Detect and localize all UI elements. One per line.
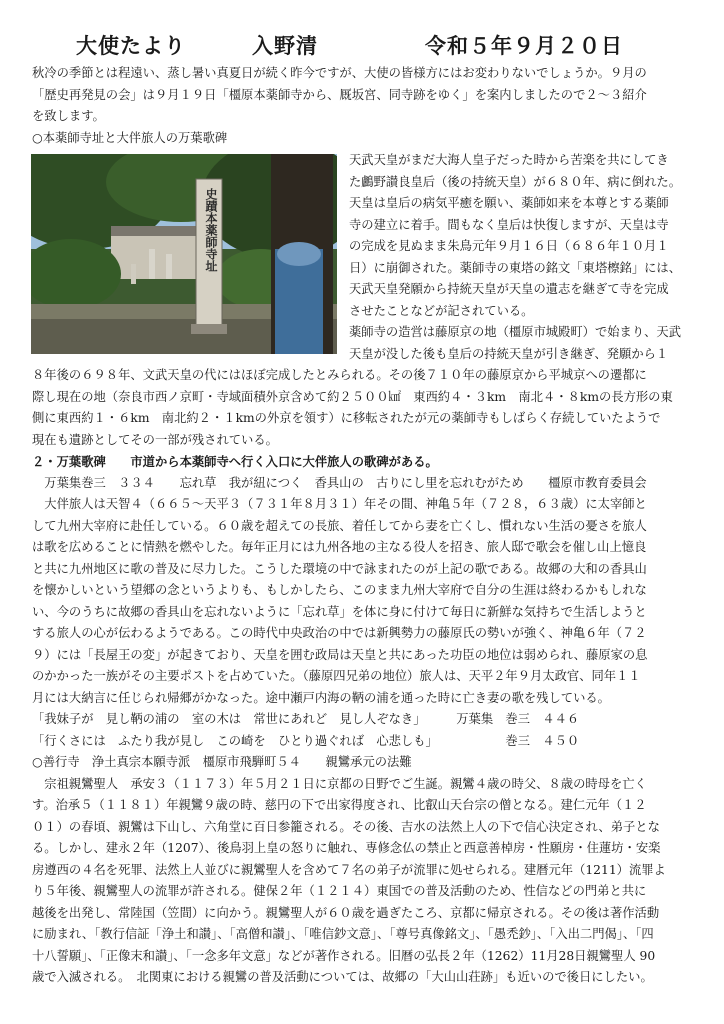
- section-heading: ○本薬師寺址と大伴旅人の万葉歌碑: [32, 130, 228, 145]
- body-line: 房遵西の４名を死罪、法然上人並びに親鸞聖人を含めて７名の弟子が流罪に処せられる。建暦元年（1211）流罪よ: [32, 862, 666, 877]
- section-heading: ○善行寺 浄土真宗本願寺派 橿原市飛騨町５４ 親鸞承元の法難: [32, 755, 412, 769]
- author-name: 入野清: [252, 33, 318, 58]
- column-line: た鸕野讃良皇后（後の持統天皇）が６８０年、病に倒れた。: [349, 174, 682, 189]
- body-line: る。しかし、建永２年（1207）、後鳥羽上皇の怒りに触れ、専修念仏の禁止と西意善棹房・性願房・住蓮坊・安楽: [32, 841, 661, 855]
- intro-line: を致します。: [32, 109, 105, 123]
- column-line: させたことなどが記されている。: [349, 303, 534, 318]
- body-line: のかかった一族がその主要ポストを占めていた。（藤原四兄弟の地位）旅人は、天平２年９月太政官、同年１１: [32, 669, 641, 683]
- column-line: 日）に崩御された。薬師寺の東塔の銘文「東塔檫銘」には、: [349, 260, 682, 275]
- poem-line: 「行くさには ふたり我が見し この崎を ひとり過ぐれば 心悲しも」 巻三 ４５０: [32, 733, 580, 748]
- column-line: 天武天皇がまだ大海人皇子だった時から苦楽を共にしてき: [349, 153, 669, 167]
- body-line: して九州大宰府に赴任している。６０歳を超えての長旅、着任してから妻を亡くし、慣れない生活の憂さを旅人: [32, 518, 647, 533]
- body-line: 万葉集巻三 ３３４ 忘れ草 我が紐につく 香具山の 古りにし里を忘れむがため 橿原市教育委員会: [32, 475, 647, 490]
- intro-paragraph: [32, 63, 697, 149]
- body-line: する旅人の心が伝わるようである。この時代中央政治の中では新興勢力の藤原氏の勢いが強く、神亀６年（７２: [32, 626, 647, 640]
- issue-date: 令和５年９月２０日: [425, 33, 623, 58]
- body-line: 際し現在の地（奈良市西ノ京町・寺域面積外京含めて約２５００㎢ 東西約４・３km 南北４・８kmの長方形の東: [32, 389, 673, 404]
- column-line: 天皇は皇后の病気平癒を願い、薬師如来を本尊とする薬師: [349, 196, 669, 210]
- body-line: す。治承５（１１８１）年親鸞９歳の時、慈円の下で出家得度され、比叡山天台宗の僧となる。建仁元年（１２: [32, 798, 647, 812]
- body-line: と共に九州地区に歌の普及に尽力した。こうした環境の中で詠まれたのが上記の歌である。故郷の大和の香具山: [32, 561, 647, 576]
- temple-site-photo: [31, 154, 337, 354]
- body-line: は歌を広めることに情熱を燃やした。毎年正月には九州各地の主なる役人を招き、旅人邸で歌会を催し山上憶良: [32, 540, 647, 554]
- body-line: 十八誓願」、「正像末和讃」、「一念多年文意」などが著作される。旧暦の弘長２年（1262）11月28日親鸞聖人 90: [32, 948, 656, 963]
- body-line: を懐かしいという望郷の念というよりも、もしかしたら、このまま九州大宰府で自分の生涯は終わるかもしれな: [32, 583, 647, 597]
- body-line: い、今のうちに故郷の香具山を忘れないように「忘れ草」を体に身に付けて毎日に新鮮な気持ちで生活しようと: [32, 604, 647, 619]
- body-line: に励まれ、「教行信証「浄土和讃」、「高僧和讃」、「唯信鈔文意」、「尊号真像銘文」、「愚禿鈔」、「入出二門偈」、「四: [32, 927, 654, 941]
- section-heading: ２・万葉歌碑 市道から本薬師寺へ行く入口に大伴旅人の歌碑がある。: [32, 454, 438, 469]
- body-line: 歳で入滅される。 北関東における親鸞の普及活動については、故郷の「大山山荘跡」も近いので後日にしたい。: [32, 970, 653, 984]
- body-line: ８年後の６９８年、文武天皇の代にはほぼ完成したとみられる。その後７１０年の藤原京から平城京への遷都に: [32, 368, 647, 382]
- stone-marker-inscription: 史蹟本薬師寺址: [204, 188, 218, 272]
- main-body: [32, 365, 697, 989]
- temple-history-column: [349, 150, 699, 365]
- body-line: 現在も遺跡としてその一部が残されている。: [32, 432, 278, 447]
- body-line: ０１）の春頃、親鸞は下山し、六角堂に百日参籠される。その後、吉水の法然上人の下で信心決定され、弟子とな: [32, 819, 660, 834]
- intro-line: 「歴史再発見の会」は９月１９日「橿原本薬師寺から、厩坂宮、同寺跡をゆく」を案内しましたので２～３紹介: [32, 87, 647, 102]
- newsletter-title: 大使たより: [76, 33, 186, 58]
- column-line: の完成を見ぬまま朱鳥元年９月１６日（６８６年１０月１: [349, 239, 669, 253]
- column-line: 天武天皇発願から持統天皇が天皇の遺志を継ぎて寺を完成: [349, 282, 669, 296]
- body-line: 大伴旅人は天智４（６６５～天平３（７３１年８月３１）年その間、神亀５年（７２８，６３歳）に太宰師と: [32, 497, 647, 511]
- body-line: 越後を出発し、常陸国（笠間）に向かう。親鸞聖人が６０歳を過ぎたころ、京都に帰京される。その後は著作活動: [32, 905, 660, 920]
- body-line: 月には大納言に任じられ帰郷がかなった。途中瀬戸内海の鞆の浦を通った時に亡き妻の歌を残している。: [32, 690, 610, 705]
- column-line: 薬師寺の造営は藤原京の地（橿原市城殿町）で始まり、天武: [349, 325, 682, 339]
- intro-line: 秋冷の季節とは程遠い、蒸し暑い真夏日が続く昨今ですが、大使の皆様方にはお変わりないでしょうか。９月の: [32, 66, 647, 80]
- body-line: 側に東西約１・６km 南北約２・１kmの外京を領す）に移転されたが元の薬師寺もしばらく存続していたようで: [32, 411, 661, 425]
- column-line: 寺の建立に着手。間もなく皇后は快復しますが、天皇は寺: [349, 217, 669, 232]
- poem-line: 「我妹子が 見し鞆の浦の 室の木は 常世にあれど 見し人ぞなき」 万葉集 巻三 ４４６: [32, 712, 580, 726]
- page-header: [0, 30, 724, 58]
- column-line: 天皇が没した後も皇后の持統天皇が引き継ぎ、発願から１: [349, 346, 669, 361]
- body-line: り５年後、親鸞聖人の流罪が許される。健保２年（１２１４）東国での普及活動のため、性信などの門弟と共に: [32, 884, 647, 898]
- body-line: 宗祖親鸞聖人 承安３（１１７３）年５月２１日に京都の日野でご生誕。親鸞４歳の時父、８歳の時母を亡く: [32, 776, 647, 791]
- body-line: ９）には「長屋王の変」が起きており、天皇を囲む政局は天皇と共にあった功臣の地位は弱められ、藤原家の息: [32, 647, 648, 662]
